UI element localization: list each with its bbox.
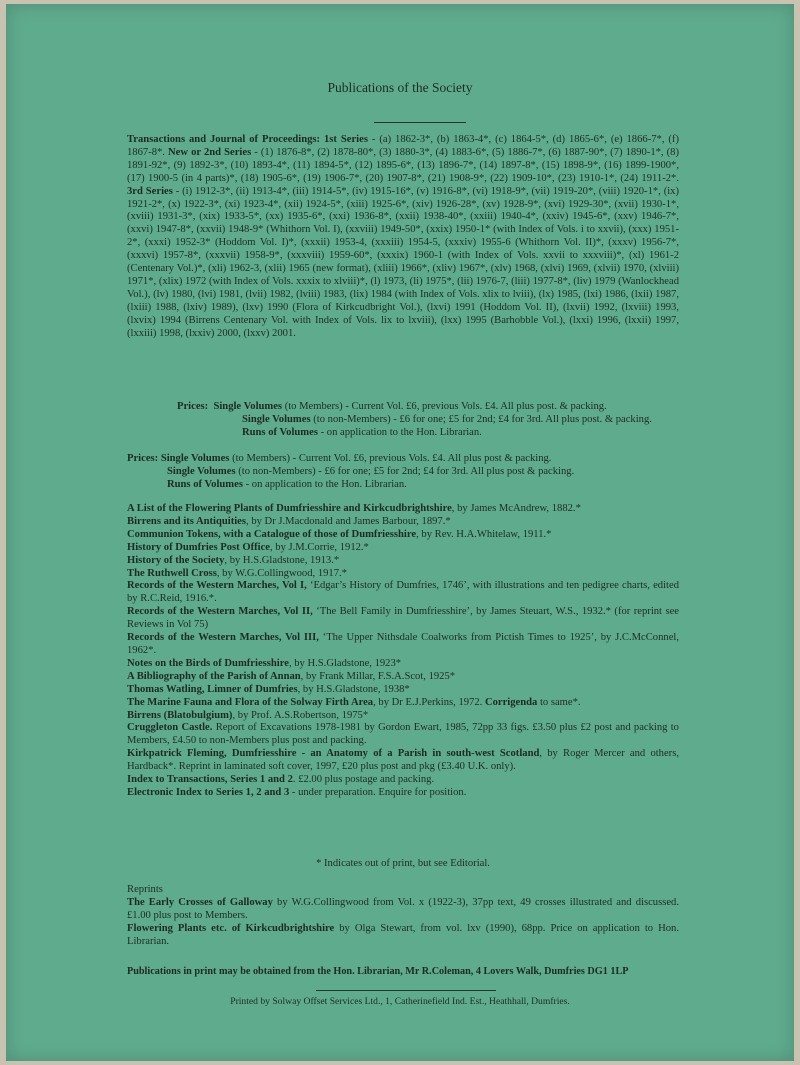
prices-line <box>127 466 667 479</box>
series3-label: 3rd Series <box>127 185 173 197</box>
page-title: Publications of the Society <box>327 80 473 95</box>
publication-entry <box>127 580 679 606</box>
publication-entry <box>127 787 679 800</box>
reprint-text: by Olga Stewart, from vol. lxv (1990), 68pp. Price on application to Hon. Librarian. <box>127 922 679 947</box>
price-text: - on application to the Hon. Librarian. <box>242 478 407 490</box>
entry-text: , by Prof. A.S.Robertson, 1975* <box>232 709 369 721</box>
title-divider <box>374 122 466 123</box>
entry-title: Records of the Western Marches, Vol I, <box>127 580 307 592</box>
entry-title: Records of the Western Marches, Vol III, <box>127 632 319 644</box>
reprints-label: Reprints <box>127 884 163 895</box>
entry-title: Communion Tokens, with a Catalogue of those of Dumfriesshire <box>127 528 417 540</box>
entry-title: A Bibliography of the Parish of Annan <box>127 670 301 682</box>
price-title: Single Volumes <box>167 465 236 477</box>
prices-label: Prices: <box>127 453 159 464</box>
prices-line <box>127 479 667 492</box>
prices-block-1 <box>177 401 717 440</box>
entry-title: History of the Society <box>127 554 225 566</box>
reprint-title: Flowering Plants etc. of Kirkcudbrightshire <box>127 922 335 934</box>
prices-line <box>127 453 667 466</box>
entry-title: Kirkpatrick Fleming, Dumfriesshire - an Anatomy of a Parish in south-west Scotland <box>127 748 540 760</box>
back-cover <box>6 4 794 1061</box>
publication-entry <box>127 671 679 684</box>
entry-title: The Ruthwell Cross <box>127 567 217 579</box>
transactions-series2: - (1) 1876-8*, (2) 1878-80*, (3) 1880-3*, (4) 1883-6*, (5) 1886-7*, (6) 1887-90*, (7) 1890-1*, (8) 1891-92*, (9) 1892-3*, (10) 1893-4*, (11) 1894-5*, (12) 1895-6*, (13) 1896-7*, (14) 1897-8*, (15) 1898-9*, (16) 1899-1900*, (17) 1900-5 (in 4 parts)*, (18) 1905-6*, (19) 1906-7*, (20) 1907-8*, (21) 1908-9*, (22) 1909-10*, (23) 1910-1*, (24) 1911-2*. <box>127 146 679 184</box>
entry-title: Thomas Watling, Limner of Dumfries <box>127 683 298 695</box>
publication-entry <box>127 722 679 748</box>
price-title: Runs of Volumes <box>167 478 243 490</box>
transactions-series3: - (i) 1912-3*, (ii) 1913-4*, (iii) 1914-5*, (iv) 1915-16*, (v) 1916-8*, (vi) 1918-9*, (vii) 1919-20*, (viii) 1920-1*, (ix) 1921-2*, (x) 1922-3*, (xi) 1923-4*, (xii) 1924-5*, (xiii) 1925-6*, (xiv) 1926-28*, (xv) 1928-9*, (xvi) 1929-30*, (xvii) 1930-1*, (xviii) 1931-3*, (xix) 1933-5*, (xx) 1935-6*, (xxi) 1936-8*, (xxii) 1938-40*, (xxiii) 1940-4*, (xxiv) 1945-6*, (xxv) 1946-7*, (xxvi) 1947-8*, (xxvii) 1948-9* (Whithorn Vol. I), (xxviii) 1949-50*, (xxix) 1950-1* (with Index of Vols. i to xxvii), (xxx) 1951-2*, (xxxi) 1952-3* (Hoddom Vol. I)*, (xxxii) 1953-4, (xxxiii) 1954-5, (xxxiv) 1955-6 (Whithorn Vol. II)*, (xxxv) 1956-7*, (xxxvi) 1957-8*, (xxxvii) 1958-9*, (xxxviii) 1959-60*, (xxxix) 1960-1 (with Index of Vols. xxvii to xxxviii)*, (xl) 1961-2 (Centenary Vol.)*, (xli) 1962-3, (xlii) 1965 (new format), (xliii) 1966*, (xliv) 1967*, (xlv) 1968, (xlvi) 1969, (xlvii) 1970, (xlviii) 1971*, (xlix) 1972 (with Index of Vols. xxxix to xlviii)*, (l) 1973, (li) 1975*, (lii) 1976-7, (liii) 1977-8*, (liv) 1979 (Wanlockhead Vol.), (lv) 1980, (lvi) 1981, (lvii) 1982, (lviii) 1983, (lix) 1984 (with Index of Vols. xlix to lviii), (lx) 1985, (lxi) 1986, (lxii) 1987, (lxiii) 1988, (lxiv) 1989), (lxv) 1990 (Flora of Kirkcudbright Vol.), (lxvi) 1991 (Hoddom Vol. II), (lxvii) 1992, (lxviii) 1993, (lxvix) 1994 (Birrens Centenary Vol. with Index of Vols. lix to lxviii), (lxx) 1995 (Barhobble Vol.), (lxxi) 1996, (lxxii) 1997, (lxxiii) 1998, (lxxiv) 2000, (lxxv) 2001. <box>127 185 679 339</box>
entry-text: , by H.S.Gladstone, 1913.* <box>224 554 340 566</box>
entry-text: - under preparation. Enquire for position. <box>289 786 467 798</box>
entry-text: , by James McAndrew, 1882.* <box>451 503 581 514</box>
publication-entry <box>127 503 679 516</box>
publication-entry <box>127 606 679 632</box>
publication-entry <box>127 555 679 568</box>
entry-text: ‘The Upper Nithsdale Coalworks from Pictish Times to 1925’, by J.C.McConnel, 1962*. <box>127 632 679 656</box>
entry-text: , by Frank Millar, F.S.A.Scot, 1925* <box>300 670 456 682</box>
availability-note: Publications in print may be obtained from the Hon. Librarian, Mr R.Coleman, 4 Lovers Walk, Dumfries DG1 1LP <box>127 966 629 977</box>
publication-entry <box>127 710 679 723</box>
entry-text: , by Dr J.Macdonald and James Barbour, 1897.* <box>246 515 451 527</box>
transactions-title: Transactions and Journal of Proceedings: 1st Series <box>127 134 368 145</box>
entry-title: The Marine Fauna and Flora of the Solway Firth Area <box>127 696 374 708</box>
entry-title: Electronic Index to Series 1, 2 and 3 <box>127 786 290 798</box>
reprint-title: The Early Crosses of Galloway <box>127 897 273 908</box>
entry-title: Index to Transactions, Series 1 and 2 <box>127 774 293 786</box>
reprint-text: by W.G.Collingwood from Vol. x (1922-3), 37pp text, 49 crosses illustrated and discussed. £1.00 plus post to Members. <box>127 897 679 921</box>
entry-title: Records of the Western Marches, Vol II, <box>127 606 313 618</box>
publication-entry <box>127 516 679 529</box>
price-title: Runs of Volumes <box>242 426 318 438</box>
entry-title: A List of the Flowering Plants of Dumfriesshire and Kirkcudbrightshire <box>127 503 452 514</box>
reprint-entry <box>127 897 679 923</box>
price-text: (to non-Members) - £6 for one; £5 for 2nd; £4 for 3rd. All plus post & packing. <box>235 465 575 477</box>
entry-text: , by Rev. H.A.Whitelaw, 1911.* <box>416 528 552 540</box>
out-of-print-note: * Indicates out of print, but see Editorial. <box>316 858 490 869</box>
entry-text: , by Dr E.J.Perkins, 1972. <box>373 696 485 708</box>
prices-line <box>177 401 717 414</box>
price-title: Single Volumes <box>242 413 311 425</box>
price-text: - on application to the Hon. Librarian. <box>317 426 482 438</box>
reprint-entry <box>127 923 679 949</box>
entry-text: ‘The Bell Family in Dumfriesshire’, by James Steuart, W.S., 1932.* (for reprint see Reviews in Vol 75) <box>127 606 679 631</box>
publication-entry <box>127 697 679 710</box>
entry-text: , by H.S.Gladstone, 1938* <box>297 683 410 695</box>
entry-title: Birrens (Blatobulgium) <box>127 709 233 721</box>
prices-line <box>177 414 717 427</box>
printer-credit: Printed by Solway Offset Services Ltd., 1, Catherinefield Ind. Est., Heathhall, Dumfries. <box>230 996 570 1007</box>
entry-title: History of Dumfries Post Office <box>127 541 270 553</box>
transactions-series1: - (a) 1862-3*, (b) 1863-4*, (c) 1864-5*, (d) 1865-6*, (e) 1866-7*, (f) 1867-8*. <box>127 134 679 158</box>
prices-label: Prices: <box>177 401 209 412</box>
reprints-list <box>127 897 679 949</box>
series2-label: New or 2nd Series <box>168 146 252 158</box>
entry-text: , by H.S.Gladstone, 1923* <box>288 657 402 669</box>
footer-divider <box>316 990 496 991</box>
entry-text: ‘Edgar’s History of Dumfries, 1746’, with illustrations and ten pedigree charts, edited by R.C.Reid, 1916.*. <box>127 580 679 605</box>
price-title: Single Volumes <box>213 401 283 412</box>
publication-entry <box>127 568 679 581</box>
corrigenda-label: Corrigenda <box>484 696 538 708</box>
price-text: (to Members) - Current Vol. £6, previous Vols. £4. All plus post & packing. <box>229 453 552 464</box>
publication-entry <box>127 632 679 658</box>
transactions-entry <box>127 134 679 341</box>
entries-list <box>127 503 679 800</box>
entry-text: , by J.M.Corrie, 1912.* <box>269 541 369 553</box>
publication-entry <box>127 774 679 787</box>
entry-title: Notes on the Birds of Dumfriesshire <box>127 657 289 669</box>
entry-text: to same*. <box>537 696 581 708</box>
publication-entry <box>127 542 679 555</box>
entry-title: Birrens and its Antiquities <box>127 515 247 527</box>
publication-entry <box>127 684 679 697</box>
price-text: (to Members) - Current Vol. £6, previous Vols. £4. All plus post. & packing. <box>282 401 607 412</box>
entry-title: Cruggleton Castle. <box>127 722 213 734</box>
entry-text: . £2.00 plus postage and packing. <box>292 774 435 786</box>
publication-entry <box>127 748 679 774</box>
publication-entry <box>127 529 679 542</box>
prices-line <box>177 427 717 440</box>
price-title: Single Volumes <box>160 453 230 464</box>
prices-block-2 <box>127 453 667 492</box>
publication-entry <box>127 658 679 671</box>
price-text: (to non-Members) - £6 for one; £5 for 2nd; £4 for 3rd. All plus post. & packing. <box>310 413 652 425</box>
entry-text: Report of Excavations 1978-1981 by Gordon Ewart, 1985, 72pp 33 figs. £3.50 plus £2 post and packing to Members, £4.50 to non-Members plus post and packing. <box>127 722 679 747</box>
entry-text: , by Roger Mercer and others, Hardback*. Reprint in laminated soft cover, 1997, £20 plus post and pkg (£3.40 U.K. only). <box>127 748 679 773</box>
entry-text: , by W.G.Collingwood, 1917.* <box>216 567 347 579</box>
